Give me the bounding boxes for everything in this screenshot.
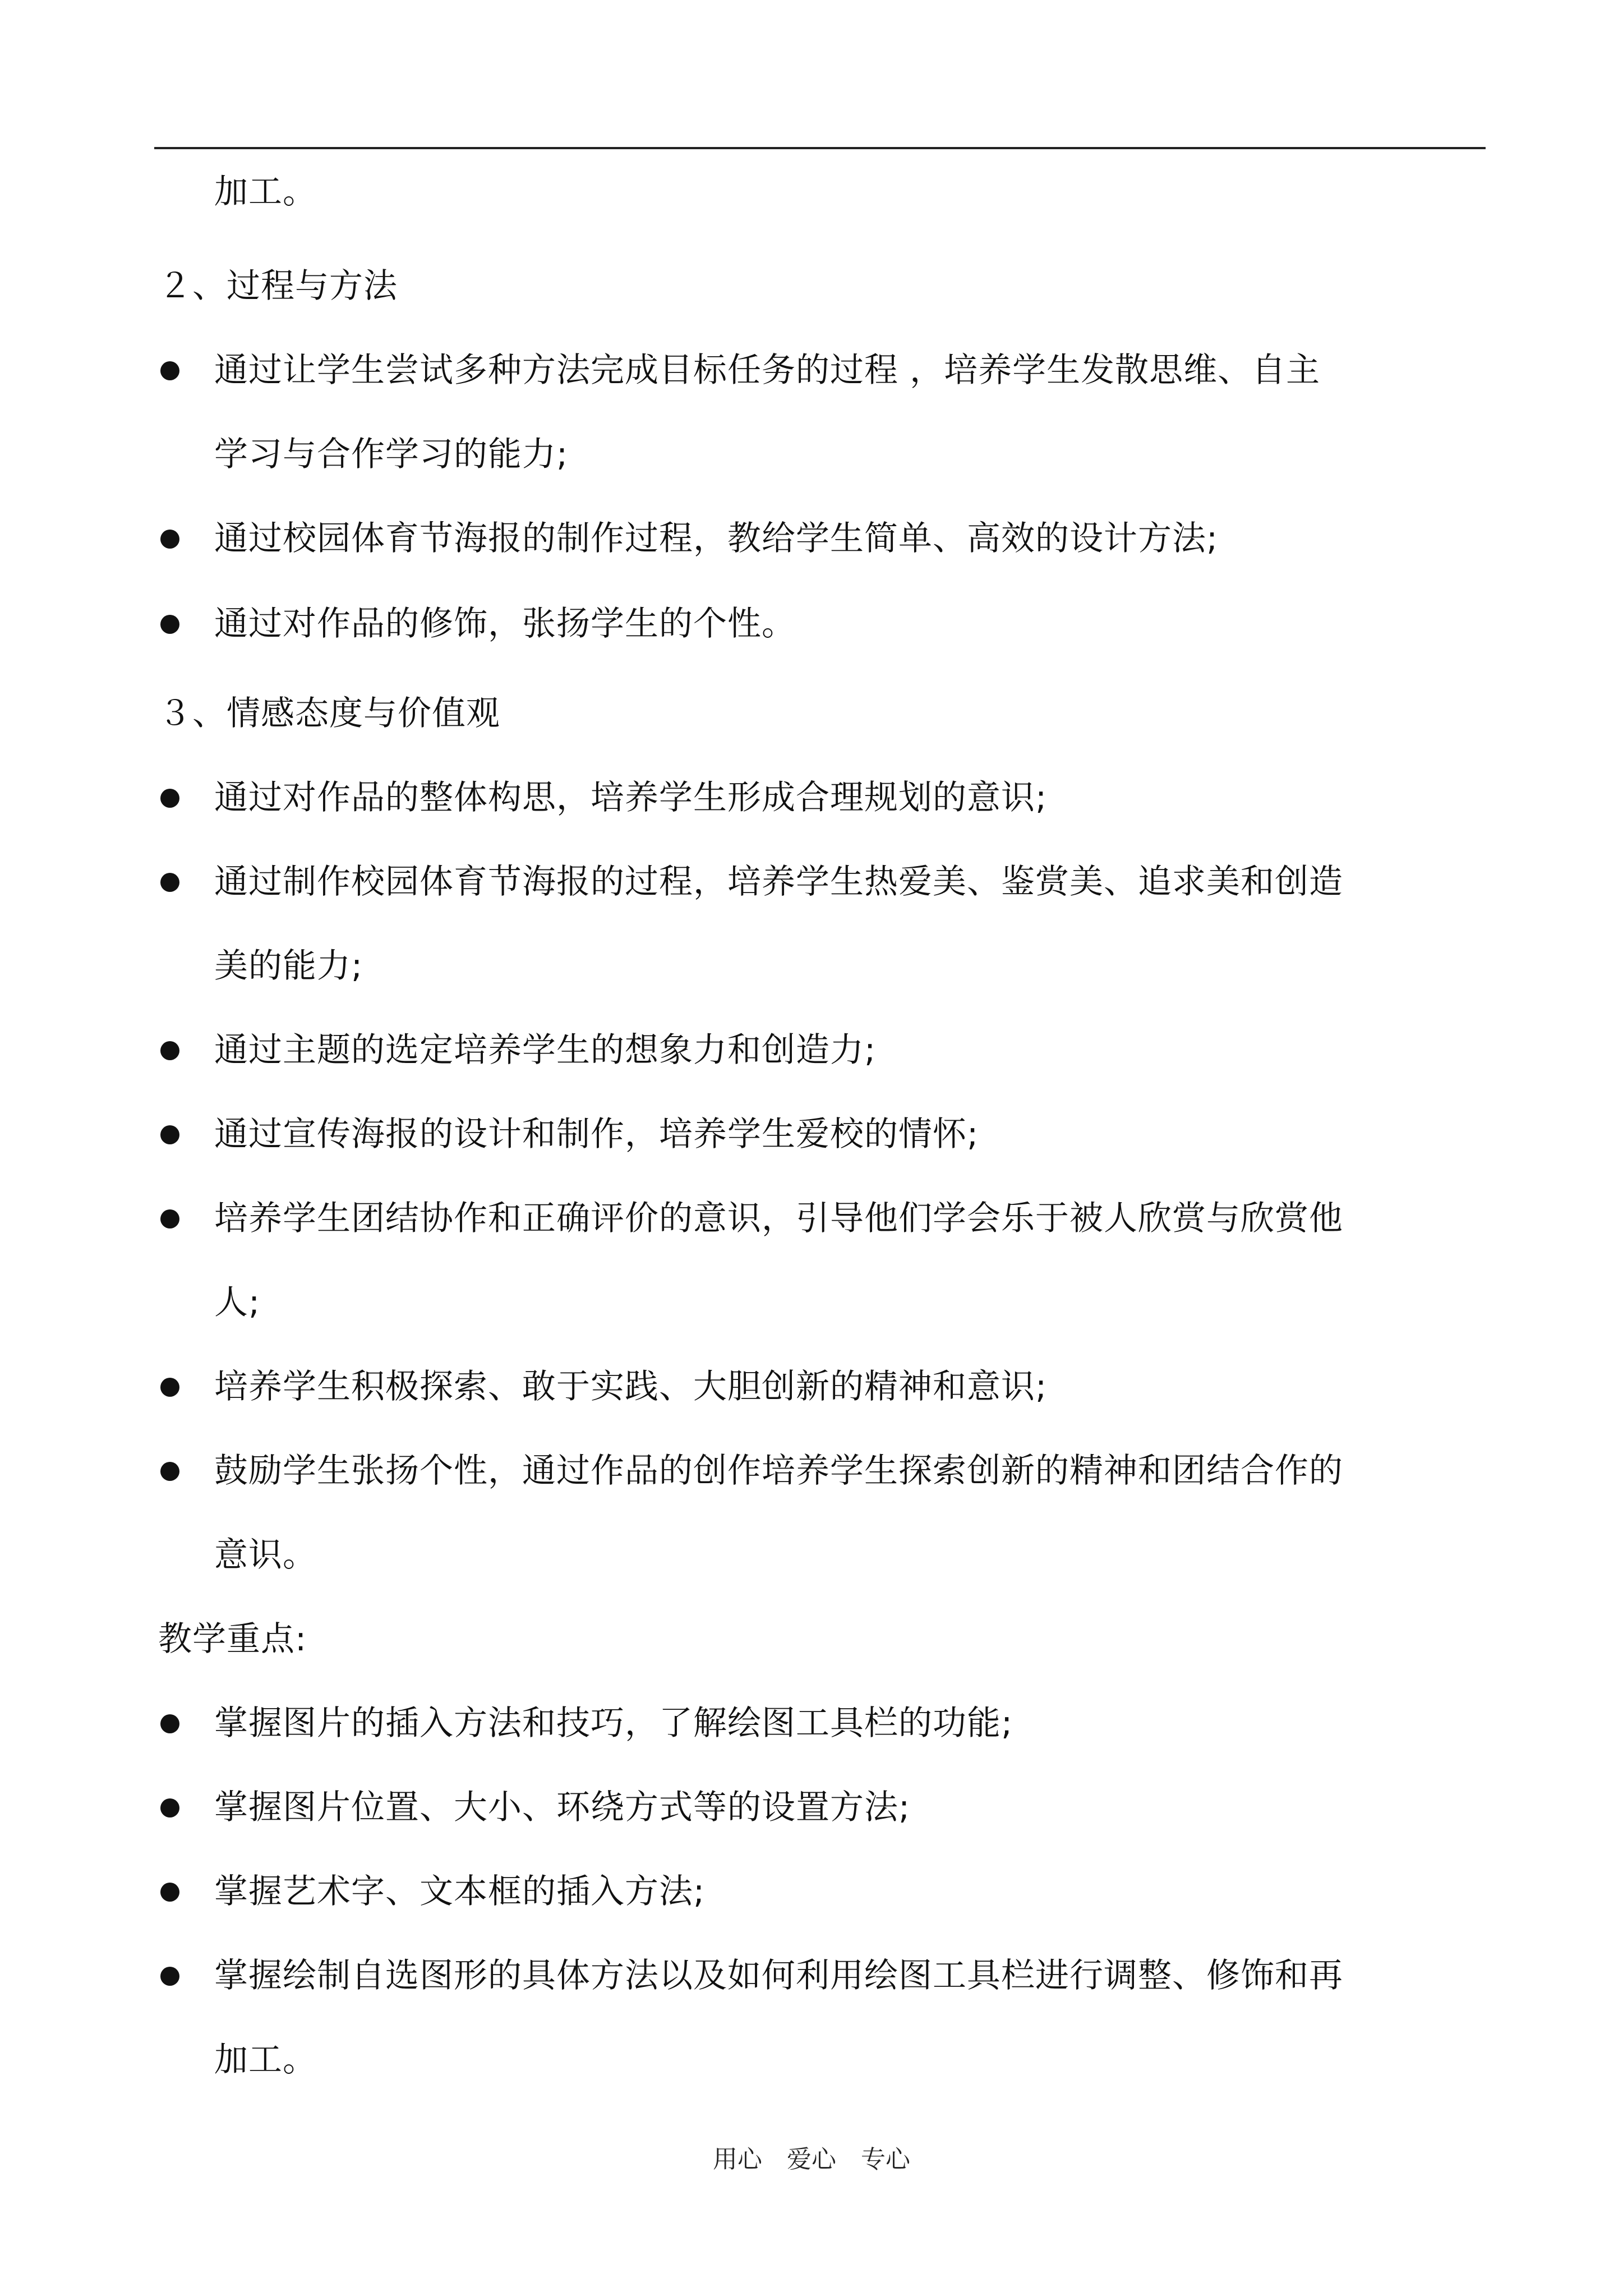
bullet-dot-icon [160,1883,179,1902]
bullet-dot-icon [160,1798,179,1818]
continuation-line: 加工。 [214,172,317,211]
bullet-text: 培养学生团结协作和正确评价的意识，引导他们学会乐于被人欣赏与欣赏他 [214,1199,1343,1238]
bullet-text: 掌握图片位置、大小、环绕方式等的设置方法; [214,1788,911,1827]
bullet-item [158,1701,1487,1746]
bullet-text: 掌握图片的插入方法和技巧，了解绘图工具栏的功能; [214,1704,1013,1743]
bullet-text: 通过让学生尝试多种方法完成目标任务的过程 ，培养学生发散思维、自主 [214,351,1321,390]
continuation-line: 人; [214,1283,261,1322]
page-footer: 用心 爱心 专心 [713,2145,910,2174]
bullet-item [158,1785,1487,1830]
bullet-dot-icon [160,1462,179,1481]
bullet-item [158,601,1487,646]
bullet-dot-icon [160,1209,179,1228]
bullet-text: 通过制作校园体育节海报的过程，培养学生热爱美、鉴赏美、追求美和创造 [214,862,1343,901]
section-heading: ３、情感态度与价值观 [158,694,500,733]
bullet-item [158,1028,1487,1073]
continuation-line: 意识。 [214,1535,317,1575]
bullet-dot-icon [160,1378,179,1397]
bullet-text: 通过对作品的整体构思，培养学生形成合理规划的意识; [214,778,1048,817]
bullet-text: 通过对作品的修饰，张扬学生的个性。 [214,604,796,643]
bullet-item [158,1448,1487,1493]
header-rule [154,147,1486,149]
continuation-line: 学习与合作学习的能力; [214,435,569,474]
bullet-dot-icon [160,1125,179,1144]
bullet-item [158,859,1487,904]
bullet-text: 通过宣传海报的设计和制作，培养学生爱校的情怀; [214,1115,979,1154]
bullet-dot-icon [160,1967,179,1986]
bullet-item [158,348,1487,393]
bullet-dot-icon [160,1041,179,1060]
bullet-item [158,1364,1487,1409]
bullet-dot-icon [160,789,179,808]
bullet-item [158,1196,1487,1241]
bullet-dot-icon [160,530,179,549]
bullet-dot-icon [160,1714,179,1733]
bullet-text: 掌握艺术字、文本框的插入方法; [214,1872,706,1911]
section-heading: ２、过程与方法 [158,266,398,306]
bullet-text: 通过主题的选定培养学生的想象力和创造力; [214,1030,877,1070]
bullet-text: 掌握绘制自选图形的具体方法以及如何利用绘图工具栏进行调整、修饰和再 [214,1956,1343,1995]
bullet-item [158,1112,1487,1157]
bullet-text: 鼓励学生张扬个性，通过作品的创作培养学生探索创新的精神和团结合作的 [214,1451,1343,1490]
bullet-dot-icon [160,615,179,634]
bullet-dot-icon [160,361,179,380]
bullet-text: 培养学生积极探索、敢于实践、大胆创新的精神和意识; [214,1367,1048,1406]
section-heading: 教学重点: [158,1619,307,1659]
bullet-text: 通过校园体育节海报的制作过程，教给学生简单、高效的设计方法; [214,519,1219,558]
bullet-item [158,1869,1487,1914]
continuation-line: 美的能力; [214,946,363,986]
bullet-item [158,775,1487,820]
continuation-line: 加工。 [214,2040,317,2079]
bullet-dot-icon [160,873,179,892]
bullet-item [158,1953,1487,1998]
bullet-item [158,516,1487,561]
